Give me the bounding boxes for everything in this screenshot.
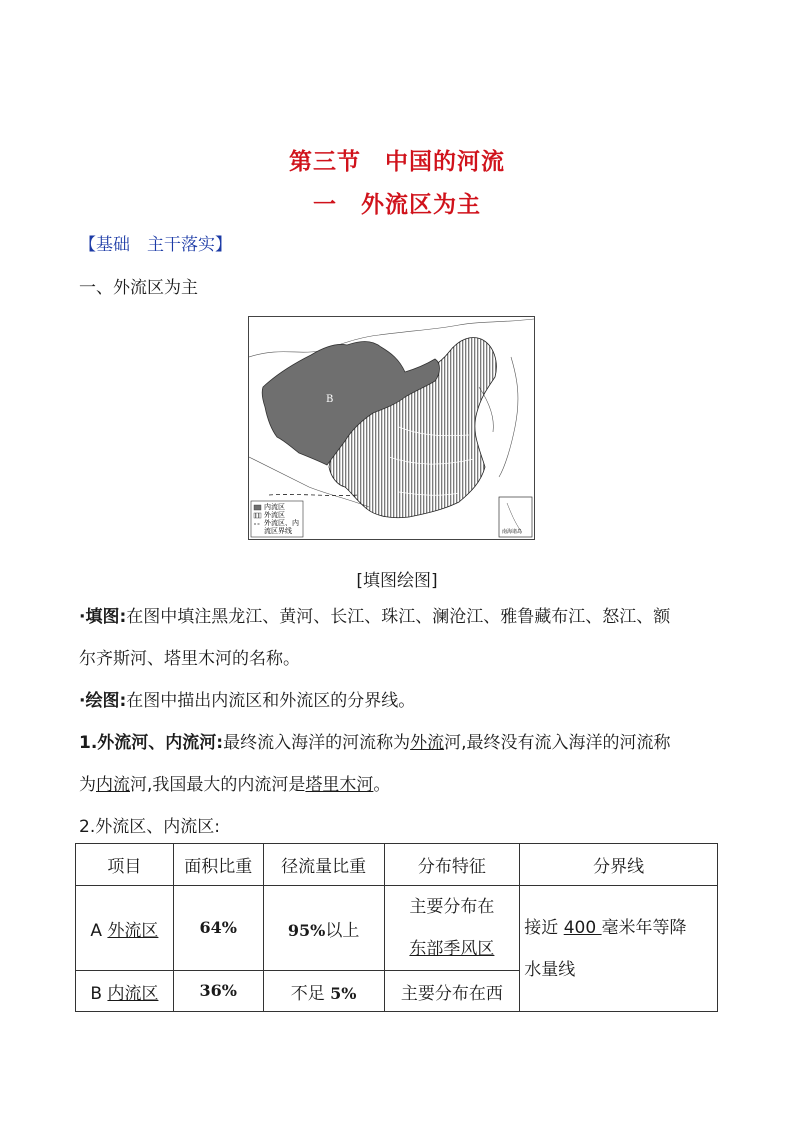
legend-item-boundary-1: 外流区、内 bbox=[264, 519, 299, 527]
answer-tarim-river: 塔里木河 bbox=[305, 775, 374, 795]
row-b-runoff: 不足 5% bbox=[263, 971, 384, 1012]
fill-instruction bbox=[79, 596, 719, 680]
p1-label: 1.外流河、内流河: bbox=[79, 733, 224, 753]
header-cell: 项目 bbox=[76, 844, 174, 886]
table-header-row bbox=[76, 844, 718, 886]
p1-text: 。 bbox=[373, 775, 391, 795]
legend-item-inland: 内流区 bbox=[264, 503, 285, 511]
row-a-name: A 外流区 bbox=[76, 886, 174, 971]
japan-line bbox=[499, 357, 518, 477]
header-cell: 面积比重 bbox=[173, 844, 263, 886]
inset-note: 南海诸岛 bbox=[502, 529, 523, 535]
p1-text: 河,我国最大的内流河是 bbox=[130, 775, 306, 795]
china-drainage-map bbox=[248, 316, 535, 540]
legend-item-boundary-2: 流区界线 bbox=[264, 527, 292, 535]
p1-text: 最终流入海洋的河流称为 bbox=[223, 733, 411, 753]
figure-caption: [填图绘图] bbox=[356, 571, 438, 591]
map-graphic bbox=[249, 317, 534, 539]
boundary-dashed-line bbox=[269, 494, 359, 495]
answer-waiiliu: 外流 bbox=[410, 733, 445, 753]
draw-instruction bbox=[79, 680, 719, 722]
row-a-runoff: 95%以上 bbox=[263, 886, 384, 971]
header-cell: 分布特征 bbox=[384, 844, 520, 886]
fill-text-line1: 在图中填注黑龙江、黄河、长江、珠江、澜沧江、雅鲁藏布江、怒江、额 bbox=[126, 607, 671, 627]
p1-text: 为 bbox=[79, 775, 96, 795]
answer-neiliu: 内流 bbox=[96, 775, 130, 795]
boundary-cell: 接近 400 毫米年等降 水量线 bbox=[520, 886, 718, 1012]
header-cell: 分界线 bbox=[520, 844, 718, 886]
legend-swatch-inland bbox=[254, 505, 261, 510]
draw-label: ·绘图: bbox=[79, 691, 127, 711]
draw-text: 在图中描出内流区和外流区的分界线。 bbox=[126, 691, 416, 711]
row-a-distribution: 主要分布在 东部季风区 bbox=[384, 886, 520, 971]
drainage-table bbox=[75, 843, 718, 1012]
p1-text: 河,最终没有流入海洋的河流称 bbox=[444, 733, 671, 753]
page-title: 第三节 中国的河流 bbox=[289, 149, 505, 175]
page-subtitle: 一 外流区为主 bbox=[313, 192, 481, 218]
section-tag: 【基础 主干落实】 bbox=[79, 235, 232, 255]
section-heading: 一、外流区为主 bbox=[79, 278, 198, 298]
map-label-b: B bbox=[326, 394, 334, 405]
row-b-distribution: 主要分布在西 bbox=[384, 971, 520, 1012]
fill-label: ·填图: bbox=[79, 607, 127, 627]
paragraph-2-label: 2.外流区、内流区: bbox=[79, 817, 220, 837]
row-a-area: 64% bbox=[173, 886, 263, 971]
legend-item-exterior: 外流区 bbox=[264, 511, 285, 519]
table-row bbox=[76, 886, 718, 971]
fill-text-line2: 尔齐斯河、塔里木河的名称。 bbox=[79, 649, 300, 669]
row-b-name: B 内流区 bbox=[76, 971, 174, 1012]
header-cell: 径流量比重 bbox=[263, 844, 384, 886]
legend-swatch-exterior bbox=[254, 513, 261, 518]
paragraph-1 bbox=[79, 722, 719, 806]
row-b-area: 36% bbox=[173, 971, 263, 1012]
